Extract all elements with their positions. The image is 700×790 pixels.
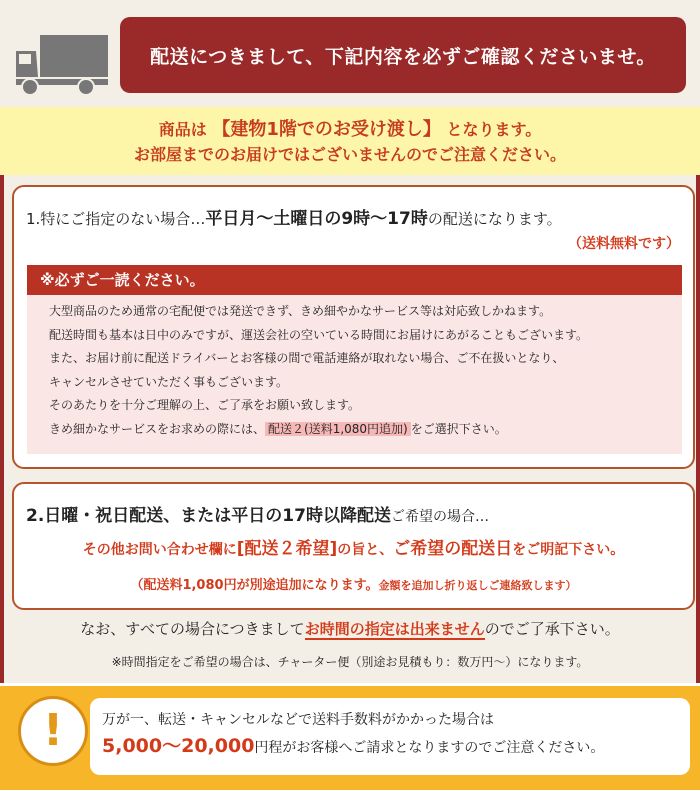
warning-line-last: きめ細かなサービスをお求めの際には、 配送２(送料1,080円追加) をご選択下さい。 (49, 421, 507, 436)
warning-line: キャンセルさせていただく事もございます。 (49, 374, 289, 389)
fee-warning-text (90, 698, 690, 775)
free-shipping-note: （送料無料です） (568, 236, 680, 252)
main-section (0, 175, 700, 683)
notice-post: となります。 (446, 120, 542, 139)
notice-pre: 商品は (158, 120, 207, 139)
special-delivery-title: 2.日曜・祝日配送、または平日の17時以降配送ご希望の場合… (26, 506, 489, 526)
header (0, 0, 700, 107)
special-delivery-request: その他お問い合わせ欄に[配送２希望]の旨と、ご希望の配送日をご明記下さい。 (82, 539, 625, 559)
fee-warning-line2: 5,000～20,000円程がお客様へご請求となりますのでご注意ください。 (102, 735, 605, 757)
warning-line: また、お届け前に配送ドライバーとお客様の間で電話連絡が取れない場合、ご不在扱いとなり、 (49, 351, 565, 365)
notice-line1 (0, 117, 700, 142)
standard-delivery-box (12, 185, 695, 469)
warning-heading: ※必ずご一読ください。 (27, 265, 682, 295)
special-delivery-box (12, 482, 695, 610)
notice-line2: お部屋までのお届けではございませんのでご注意ください。 (133, 145, 566, 164)
notice-emphasis: 【建物1階でのお受け渡し】 (212, 119, 441, 140)
option-highlight: 配送２(送料1,080円追加) (265, 422, 411, 436)
warning-body (27, 295, 682, 454)
fee-warning-line1: 万が一、転送・キャンセルなどで送料手数料がかかった場合は (102, 712, 494, 728)
special-delivery-fee: （配送料1,080円が別途追加になります。金額を追加し折り返しご連絡致します） (130, 578, 577, 593)
notice (0, 107, 700, 175)
warning-line: そのあたりを十分ご理解の上、ご了承をお願い致します。 (49, 398, 361, 412)
time-note: なお、すべての場合につきましてお時間の指定は出来ませんのでご了承下さい。 (80, 620, 620, 638)
warning-line: 大型商品のため通常の宅配便では発送できず、きめ細やかなサービス等は対応致しかねます。 (49, 304, 552, 318)
standard-delivery-title: 1.特にご指定のない場合…平日月～土曜日の9時～17時の配送になります。 (26, 209, 562, 229)
charter-note: ※時間指定をご希望の場合は、チャーター便（別途お見積もり：数万円～）になります。 (111, 655, 589, 669)
truck-icon (14, 29, 110, 97)
exclamation-icon: ! (18, 696, 88, 766)
warning-line: 配送時間も基本は日中のみですが、運送会社の空いている時間にお届けにあがることもございます。 (49, 327, 589, 342)
header-banner: 配送につきまして、下記内容を必ずご確認くださいませ。 (120, 17, 686, 93)
fee-warning-bar (0, 686, 700, 790)
